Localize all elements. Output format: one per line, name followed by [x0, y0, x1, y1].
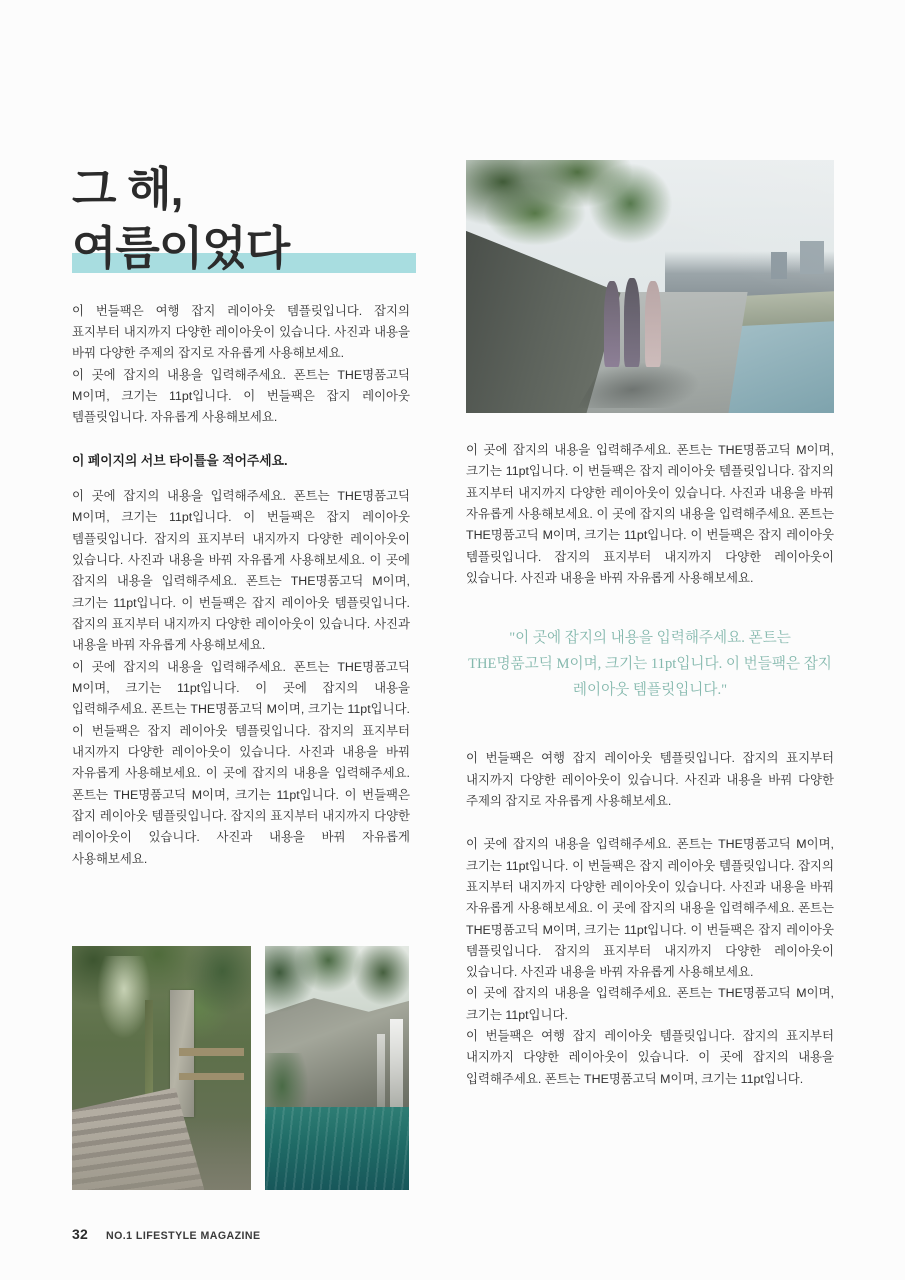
spacer: [72, 279, 410, 301]
left-column: [72, 160, 410, 870]
right-paragraph-5: 이 번들팩은 여행 잡지 레이아웃 템플릿입니다. 잡지의 표지부터 내지까지 다양한 레이아웃이 있습니다. 이 곳에 잡지의 내용을 입력해주세요. 폰트는 THE명품고딕 M이며, 크기는 11pt입니다.: [466, 1029, 834, 1086]
headline-line-2-text: 여름이었다: [72, 222, 290, 275]
photo-fence-rail-upper: [179, 1048, 243, 1055]
stone-path-photo: [72, 946, 251, 1190]
footer-magazine-label: NO.1 LIFESTYLE MAGAZINE: [105, 1230, 261, 1242]
headline-line-2: [72, 219, 410, 278]
spacer: [72, 429, 410, 451]
spacer: [466, 812, 834, 834]
sub-heading: 이 페이지의 서브 타이틀을 적어주세요.: [72, 452, 288, 468]
right-paragraph-4: 이 곳에 잡지의 내용을 입력해주세요. 폰트는 THE명품고딕 M이며, 크기는 11pt입니다.: [466, 986, 834, 1022]
right-paragraph-1: 이 곳에 잡지의 내용을 입력해주세요. 폰트는 THE명품고딕 M이며, 크기는 11pt입니다. 이 번들팩은 잡지 레이아웃 템플릿입니다. 잡지의 표지부터 내지까지 다양한 레이아웃이 있습니다. 사진과 내용을 바꿔 자유롭게 사용해보세요. 이 곳에 잡지의 내용을 입력해주세요. 폰트는 THE명품고딕 M이며, 크기는 11pt입니다. 이 번들팩은 잡지 레이아웃 템플릿입니다. 잡지의 표지부터 내지까지 다양한 레이아웃이 있습니다. 사진과 내용을 바꿔 자유롭게 사용해보세요.: [466, 443, 834, 585]
photo-waterfall-stream-secondary: [377, 1034, 384, 1117]
photo-foliage-top-layer: [265, 946, 409, 1048]
intro-paragraph: 이 번들팩은 여행 잡지 레이아웃 템플릿입니다. 잡지의 표지부터 내지까지 다양한 레이아웃이 있습니다. 사진과 내용을 바꿔 다양한 주제의 잡지로 자유롭게 사용해보세요.: [72, 303, 410, 361]
right-paragraph-2: 이 번들팩은 여행 잡지 레이아웃 템플릿입니다. 잡지의 표지부터 내지까지 다양한 레이아웃이 있습니다. 사진과 내용을 바꿔 다양한 주제의 잡지로 자유롭게 사용해보세요.: [466, 751, 834, 808]
photo-light-layer: [97, 956, 151, 1039]
headline-line-1-text: 그 해,: [72, 163, 183, 215]
page-footer: [72, 1226, 261, 1242]
photo-haze-layer: [466, 160, 834, 413]
spacer: [466, 704, 834, 726]
intro-paragraph-2: 이 곳에 잡지의 내용을 입력해주세요. 폰트는 THE명품고딕 M이며, 크기는 11pt입니다. 이 번들팩은 잡지 레이아웃 템플릿입니다. 자유롭게 사용해보세요.: [72, 367, 410, 425]
spacer: [466, 611, 834, 626]
right-paragraph-3: 이 곳에 잡지의 내용을 입력해주세요. 폰트는 THE명품고딕 M이며, 크기는 11pt입니다. 이 번들팩은 잡지 레이아웃 템플릿입니다. 잡지의 표지부터 내지까지 다양한 레이아웃이 있습니다. 사진과 내용을 바꿔 자유롭게 사용해보세요. 이 곳에 잡지의 내용을 입력해주세요. 폰트는 THE명품고딕 M이며, 크기는 11pt입니다. 이 번들팩은 잡지 레이아웃 템플릿입니다. 잡지의 표지부터 내지까지 다양한 레이아웃이 있습니다. 사진과 내용을 바꿔 자유롭게 사용해보세요.: [466, 837, 834, 980]
riverside-walk-photo: [466, 160, 834, 413]
headline-line-1: [72, 160, 410, 219]
spacer: [466, 726, 834, 748]
left-paragraph-2: 이 곳에 잡지의 내용을 입력해주세요. 폰트는 THE명품고딕 M이며, 크기는 11pt입니다. 이 곳에 잡지의 내용을 입력해주세요. 폰트는 THE명품고딕 M이며, 크기는 11pt입니다. 이 번들팩은 잡지 레이아웃 템플릿입니다. 잡지의 표지부터 내지까지 다양한 레이아웃이 있습니다. 사진과 내용을 바꿔 자유롭게 사용해보세요. 이 곳에 잡지의 내용을 입력해주세요. 폰트는 THE명품고딕 M이며, 크기는 11pt입니다. 이 번들팩은 잡지 레이아웃 템플릿입니다. 잡지의 표지부터 내지까지 다양한 레이아웃이 있습니다. 사진과 내용을 바꿔 자유롭게 사용해보세요.: [72, 659, 410, 866]
spacer: [466, 589, 834, 611]
right-column: [466, 440, 834, 1090]
photo-fence-rail-lower: [179, 1073, 243, 1080]
left-paragraph-1: 이 곳에 잡지의 내용을 입력해주세요. 폰트는 THE명품고딕 M이며, 크기는 11pt입니다. 이 번들팩은 잡지 레이아웃 템플릿입니다. 잡지의 표지부터 내지까지 다양한 레이아웃이 있습니다. 사진과 내용을 바꿔 자유롭게 사용해보세요. 이 곳에 잡지의 내용을 입력해주세요. 폰트는 THE명품고딕 M이며, 크기는 11pt입니다. 이 번들팩은 잡지 레이아웃 템플릿입니다. 잡지의 표지부터 내지까지 다양한 레이아웃이 있습니다. 사진과 내용을 바꿔 자유롭게 사용해보세요.: [72, 489, 410, 653]
spacer: [72, 471, 410, 486]
photo-pool-layer: [265, 1107, 409, 1190]
pull-quote: "이 곳에 잡지의 내용을 입력해주세요. 폰트는 THE명품고딕 M이며, 크기는 11pt입니다. 이 번들팩은 잡지 레이아웃 템플릿입니다.": [468, 630, 832, 699]
page-title: [72, 160, 410, 279]
photo-ground-layer: [72, 1117, 251, 1190]
footer-page-number: 32: [72, 1226, 88, 1242]
waterfall-photo: [265, 946, 409, 1190]
